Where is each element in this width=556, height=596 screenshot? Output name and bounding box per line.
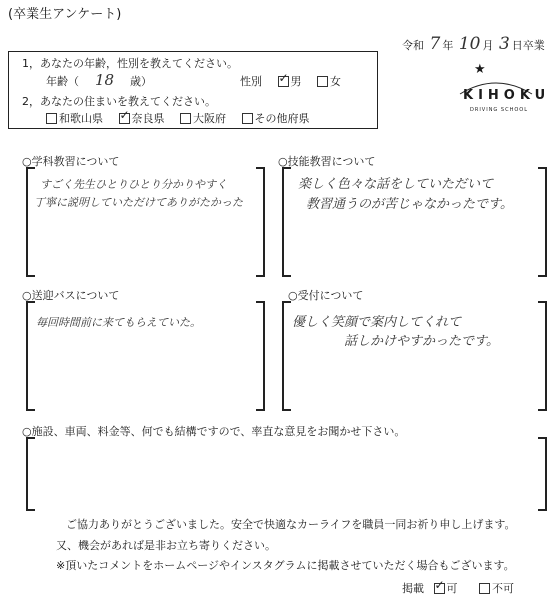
publication-notice: ※頂いたコメントをホームページやインスタグラムに掲載させていただく場合もございます。 bbox=[56, 559, 515, 572]
day-value: 3 bbox=[498, 34, 510, 54]
gender-label: 性別 bbox=[240, 75, 262, 88]
visit-again-text: 又、機会があれば是非お立ち寄りください。 bbox=[56, 539, 276, 552]
reception-answer-line-1[interactable]: 優しく笑顔で案内してくれて bbox=[292, 315, 462, 330]
publish-option-deny[interactable]: 不可 bbox=[479, 582, 514, 595]
technical-bracket-right bbox=[538, 167, 547, 277]
bus-answer-line-1[interactable]: 毎回時間前に来てもらえていた。 bbox=[36, 316, 201, 329]
month-suffix: 月 bbox=[482, 39, 494, 52]
allow-checkbox[interactable] bbox=[434, 583, 445, 594]
deny-checkbox[interactable] bbox=[479, 583, 490, 594]
academic-answer-line-2[interactable]: 丁寧に説明していただけてありがたかった bbox=[34, 196, 243, 209]
other-checkbox[interactable] bbox=[242, 113, 253, 124]
gender-option-female[interactable]: 女 bbox=[317, 75, 341, 88]
reception-section-title: ○受付について bbox=[288, 289, 364, 302]
nara-checkbox[interactable] bbox=[119, 113, 130, 124]
reception-answer-line-2[interactable]: 話しかけやすかったです。 bbox=[344, 334, 499, 349]
wakayama-checkbox[interactable] bbox=[46, 113, 57, 124]
facility-section-title: ○施設、車両、料金等、何でも結構ですので、率直な意見をお聞かせ下さい。 bbox=[22, 425, 406, 438]
question-residence: 2，あなたの住まいを教えてください。 bbox=[22, 95, 216, 108]
residence-option-nara[interactable]: ✓ 奈良県 bbox=[119, 112, 165, 125]
facility-bracket-right bbox=[538, 437, 547, 511]
age-label: 年齢（ bbox=[46, 75, 79, 88]
graduation-date bbox=[402, 34, 545, 54]
academic-bracket-left bbox=[26, 167, 35, 277]
academic-bracket-right bbox=[256, 167, 265, 277]
male-checkbox[interactable] bbox=[278, 76, 289, 87]
academic-answer-line-1[interactable]: すごく先生ひとりひとり分かりやすく bbox=[40, 178, 227, 191]
year-suffix: 年 bbox=[442, 39, 454, 52]
publish-option-allow[interactable]: ✓ 可 bbox=[434, 582, 458, 595]
age-row bbox=[46, 71, 152, 89]
residence-row bbox=[46, 110, 310, 126]
reception-bracket-right bbox=[538, 301, 547, 411]
osaka-checkbox[interactable] bbox=[180, 113, 191, 124]
month-value: 10 bbox=[458, 34, 481, 54]
technical-answer-line-1[interactable]: 楽しく色々な話をしていただいて bbox=[298, 177, 494, 192]
bus-bracket-left bbox=[26, 301, 35, 411]
age-value[interactable]: 18 bbox=[94, 71, 115, 89]
day-suffix: 日卒業 bbox=[511, 39, 545, 52]
publish-consent-row bbox=[402, 580, 514, 596]
residence-option-osaka[interactable]: 大阪府 bbox=[180, 112, 226, 125]
reception-bracket-left bbox=[282, 301, 291, 411]
bus-section-title: ○送迎バスについて bbox=[22, 289, 120, 302]
facility-bracket-left bbox=[26, 437, 35, 511]
age-suffix: 歳） bbox=[130, 75, 152, 88]
technical-answer-line-2[interactable]: 教習通うのが苦じゃなかったです。 bbox=[306, 197, 513, 212]
gender-row bbox=[240, 73, 341, 89]
bus-bracket-right bbox=[256, 301, 265, 411]
school-logo: KIHOKU bbox=[463, 88, 551, 103]
technical-section-title: ○技能教習について bbox=[278, 155, 376, 168]
academic-section-title: ○学科教習について bbox=[22, 155, 120, 168]
technical-bracket-left bbox=[282, 167, 291, 277]
survey-title: (卒業生アンケート) bbox=[8, 7, 122, 22]
publish-label: 掲載 bbox=[402, 582, 424, 595]
female-checkbox[interactable] bbox=[317, 76, 328, 87]
residence-option-wakayama[interactable]: 和歌山県 bbox=[46, 112, 103, 125]
logo-star-icon: ★ bbox=[474, 62, 486, 77]
era-label: 令和 bbox=[402, 39, 424, 52]
residence-option-other[interactable]: その他府県 bbox=[242, 112, 310, 125]
gender-option-male[interactable]: ✓ 男 bbox=[278, 75, 302, 88]
school-logo-subtitle: DRIVING SCHOOL bbox=[470, 107, 528, 113]
thank-you-text: ご協力ありがとうございました。安全で快適なカーライフを職員一同お祈り申し上げます。 bbox=[66, 518, 516, 531]
year-value: 7 bbox=[429, 34, 441, 54]
question-age-gender: 1，あなたの年齢，性別を教えてください。 bbox=[22, 57, 238, 70]
